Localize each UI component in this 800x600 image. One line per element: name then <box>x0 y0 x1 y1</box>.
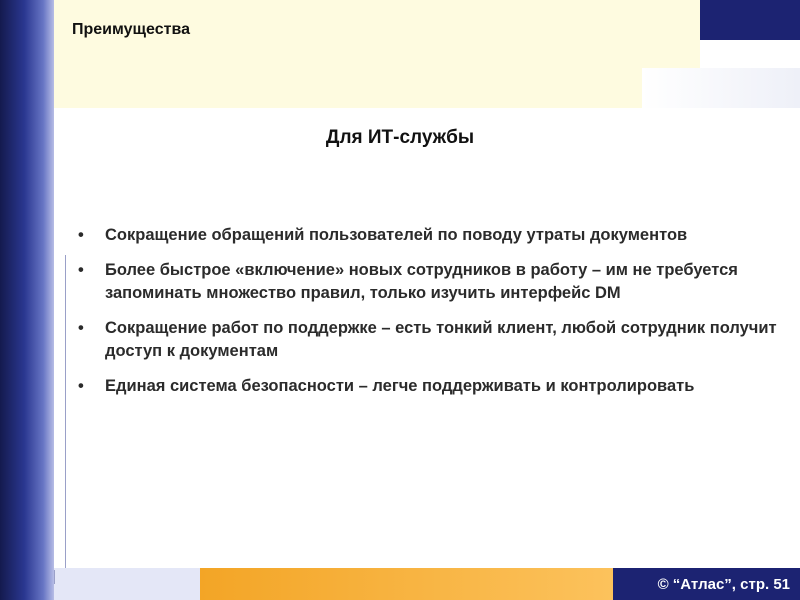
right-fade-block <box>642 68 800 108</box>
top-right-corner-block <box>700 0 800 40</box>
list-item <box>78 375 778 398</box>
section-subtitle: Для ИТ-службы <box>325 127 475 148</box>
bullet-marker: • <box>78 226 84 244</box>
left-accent-bar <box>0 0 54 600</box>
bullet-marker: • <box>78 319 84 337</box>
list-item-text: Более быстрое «включение» новых сотрудников в работу – им не требуется запоминать множество правил, только изучить интерфейс DM <box>105 261 738 302</box>
slide-header-title: Преимущества <box>72 21 190 38</box>
footer-dark-block <box>613 568 800 600</box>
bullet-list <box>78 224 778 410</box>
footer-page-info: © “Атлас”, стр. 51 <box>657 576 790 593</box>
list-item-text: Сокращение обращений пользователей по поводу утраты документов <box>105 226 688 244</box>
footer-light-block <box>54 568 200 600</box>
list-item-text: Сокращение работ по поддержке – есть тонкий клиент, любой сотрудник получит доступ к документам <box>105 319 777 360</box>
header-band-extension <box>54 68 642 108</box>
vertical-rule <box>65 255 66 585</box>
list-item <box>78 317 778 363</box>
bullet-marker: • <box>78 377 84 395</box>
list-item-text: Единая система безопасности – легче поддерживать и контролировать <box>105 377 695 395</box>
list-item <box>78 224 778 247</box>
footer-orange-block <box>200 568 613 600</box>
list-item <box>78 259 778 305</box>
bullet-marker: • <box>78 261 84 279</box>
footer-tick-mark <box>54 570 64 584</box>
